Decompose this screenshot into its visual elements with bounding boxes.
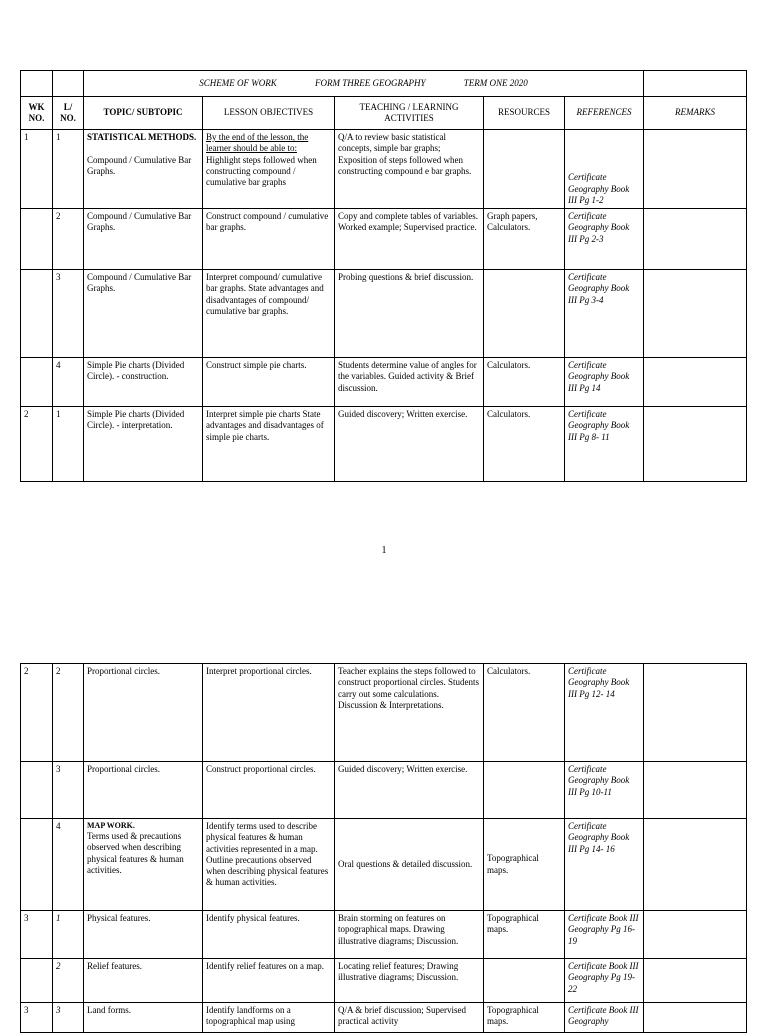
cell-remarks (644, 1003, 747, 1033)
cell-lno: 2 (53, 209, 84, 270)
title-blank-3 (644, 71, 747, 97)
objectives-text: Highlight steps followed when constructing compound / cumulative bar graphs (206, 154, 317, 187)
cell-resources (484, 762, 565, 819)
cell-remarks (644, 209, 747, 270)
cell-remarks (644, 911, 747, 959)
cell-wk: 2 (21, 664, 53, 762)
cell-wk: 1 (21, 130, 53, 209)
title-blank-2 (53, 71, 84, 97)
title-scheme: SCHEME OF WORK (199, 77, 277, 88)
cell-wk (21, 358, 53, 407)
cell-lno: 2 (53, 664, 84, 762)
cell-activities: Copy and complete tables of variables. Worked example; Supervised practice. (335, 209, 484, 270)
cell-objectives (203, 130, 335, 209)
cell-references: Certificate Geography Book III Pg 14 (565, 358, 644, 407)
cell-objectives: Interpret compound/ cumulative bar graphs. State advantages and disadvantages of compound/ cumulative bar graphs. (203, 270, 335, 358)
cell-activities: Probing questions & brief discussion. (335, 270, 484, 358)
cell-objectives: Construct compound / cumulative bar graphs. (203, 209, 335, 270)
cell-topic: Proportional circles. (84, 664, 203, 762)
cell-activities: Students determine value of angles for the variables. Guided activity & Brief discussion. (335, 358, 484, 407)
topic-text: Compound / Cumulative Bar Graphs. (87, 154, 192, 176)
cell-wk (21, 959, 53, 1003)
cell-lno: 3 (53, 1003, 84, 1033)
cell-topic (84, 819, 203, 911)
cell-references: Certificate Book III Geography (565, 1003, 644, 1033)
cell-objectives: Construct proportional circles. (203, 762, 335, 819)
header-activities: TEACHING / LEARNING ACTIVITIES (335, 97, 484, 130)
cell-objectives: Identify terms used to describe physical features & human activities represented in a map. Outline precautions observed when describing physical features & human activities. (203, 819, 335, 911)
cell-references: Certificate Geography Book III Pg 1-2 (565, 130, 644, 209)
table-row (21, 959, 747, 1003)
cell-wk: 3 (21, 911, 53, 959)
cell-activities: Q/A to review basic statistical concepts, simple bar graphs; Exposition of steps followed when constructing compound e bar graphs. (335, 130, 484, 209)
cell-references: Certificate Geography Book III Pg 10-11 (565, 762, 644, 819)
header-objectives: LESSON OBJECTIVES (203, 97, 335, 130)
cell-resources: Calculators. (484, 407, 565, 482)
cell-remarks (644, 407, 747, 482)
header-wk: WK NO. (21, 97, 53, 130)
topic-text: Terms used & precautions observed when describing physical features & human activities. (87, 831, 184, 875)
scheme-title (84, 71, 644, 97)
cell-wk (21, 209, 53, 270)
title-blank-1 (21, 71, 53, 97)
cell-lno: 1 (53, 407, 84, 482)
cell-remarks (644, 819, 747, 911)
table-row (21, 911, 747, 959)
cell-lno: 3 (53, 270, 84, 358)
cell-objectives: Identify relief features on a map. (203, 959, 335, 1003)
cell-topic: Compound / Cumulative Bar Graphs. (84, 270, 203, 358)
cell-remarks (644, 130, 747, 209)
cell-lno: 4 (53, 358, 84, 407)
cell-topic: Compound / Cumulative Bar Graphs. (84, 209, 203, 270)
cell-objectives: Interpret simple pie charts State advantages and disadvantages of simple pie charts. (203, 407, 335, 482)
title-term: TERM ONE 2020 (463, 77, 528, 88)
cell-objectives: Identify landforms on a topographical map using (203, 1003, 335, 1033)
table-row (21, 407, 747, 482)
cell-lno: 2 (53, 959, 84, 1003)
cell-references: Certificate Book III Geography Pg 16-19 (565, 911, 644, 959)
cell-resources: Calculators. (484, 358, 565, 407)
cell-wk: 3 (21, 1003, 53, 1033)
cell-topic: Land forms. (84, 1003, 203, 1033)
cell-references: Certificate Geography Book III Pg 3-4 (565, 270, 644, 358)
topic-heading: MAP WORK. (87, 821, 135, 830)
header-lno: L/ NO. (53, 97, 84, 130)
cell-activities: Teacher explains the steps followed to construct proportional circles. Students carry out some calculations. Discussion & Interpretations. (335, 664, 484, 762)
cell-resources: Calculators. (484, 664, 565, 762)
cell-resources (484, 959, 565, 1003)
cell-topic: Proportional circles. (84, 762, 203, 819)
cell-activities: Oral questions & detailed discussion. (335, 819, 484, 911)
cell-references: Certificate Geography Book III Pg 12- 14 (565, 664, 644, 762)
cell-references: Certificate Geography Book III Pg 2-3 (565, 209, 644, 270)
cell-topic: Simple Pie charts (Divided Circle). - interpretation. (84, 407, 203, 482)
table-row (21, 358, 747, 407)
cell-lno: 3 (53, 762, 84, 819)
table-row (21, 664, 747, 762)
cell-lno: 1 (53, 911, 84, 959)
cell-activities: Locating relief features; Drawing illustrative diagrams; Discussion. (335, 959, 484, 1003)
table-row (21, 130, 747, 209)
table-row (21, 1003, 747, 1033)
cell-remarks (644, 959, 747, 1003)
cell-wk (21, 819, 53, 911)
scheme-table-page2 (20, 663, 747, 1033)
scheme-table-page1 (20, 70, 747, 482)
header-references: REFERENCES (565, 97, 644, 130)
cell-remarks (644, 762, 747, 819)
cell-lno: 4 (53, 819, 84, 911)
header-topic: TOPIC/ SUBTOPIC (84, 97, 203, 130)
cell-resources (484, 130, 565, 209)
title-subject: FORM THREE GEOGRAPHY (315, 77, 426, 88)
header-resources: RESOURCES (484, 97, 565, 130)
cell-activities: Guided discovery; Written exercise. (335, 407, 484, 482)
topic-heading: STATISTICAL METHODS. (87, 132, 197, 142)
cell-remarks (644, 664, 747, 762)
cell-activities: Guided discovery; Written exercise. (335, 762, 484, 819)
cell-topic (84, 130, 203, 209)
cell-activities: Q/A & brief discussion; Supervised practical activity (335, 1003, 484, 1033)
table-row (21, 209, 747, 270)
cell-topic: Physical features. (84, 911, 203, 959)
cell-remarks (644, 270, 747, 358)
cell-topic: Relief features. (84, 959, 203, 1003)
cell-objectives: Identify physical features. (203, 911, 335, 959)
cell-objectives: Construct simple pie charts. (203, 358, 335, 407)
header-remarks: REMARKS (644, 97, 747, 130)
cell-references: Certificate Geography Book III Pg 8- 11 (565, 407, 644, 482)
cell-remarks (644, 358, 747, 407)
cell-activities: Brain storming on features on topographical maps. Drawing illustrative diagrams; Discussion. (335, 911, 484, 959)
cell-topic: Simple Pie charts (Divided Circle). - construction. (84, 358, 203, 407)
cell-objectives: Interpret proportional circles. (203, 664, 335, 762)
cell-resources: Topographical maps. (484, 911, 565, 959)
cell-resources: Topographical maps. (484, 819, 565, 911)
table-row (21, 270, 747, 358)
objectives-intro: By the end of the lesson, the learner should be able to: (206, 132, 309, 154)
cell-lno: 1 (53, 130, 84, 209)
cell-resources: Graph papers, Calculators. (484, 209, 565, 270)
cell-references: Certificate Geography Book III Pg 14- 16 (565, 819, 644, 911)
table-row (21, 819, 747, 911)
cell-wk: 2 (21, 407, 53, 482)
cell-wk (21, 270, 53, 358)
cell-resources: Topographical maps. (484, 1003, 565, 1033)
page-number: 1 (381, 545, 387, 556)
table-row (21, 762, 747, 819)
cell-wk (21, 762, 53, 819)
cell-references: Certificate Book III Geography Pg 19-22 (565, 959, 644, 1003)
cell-resources (484, 270, 565, 358)
